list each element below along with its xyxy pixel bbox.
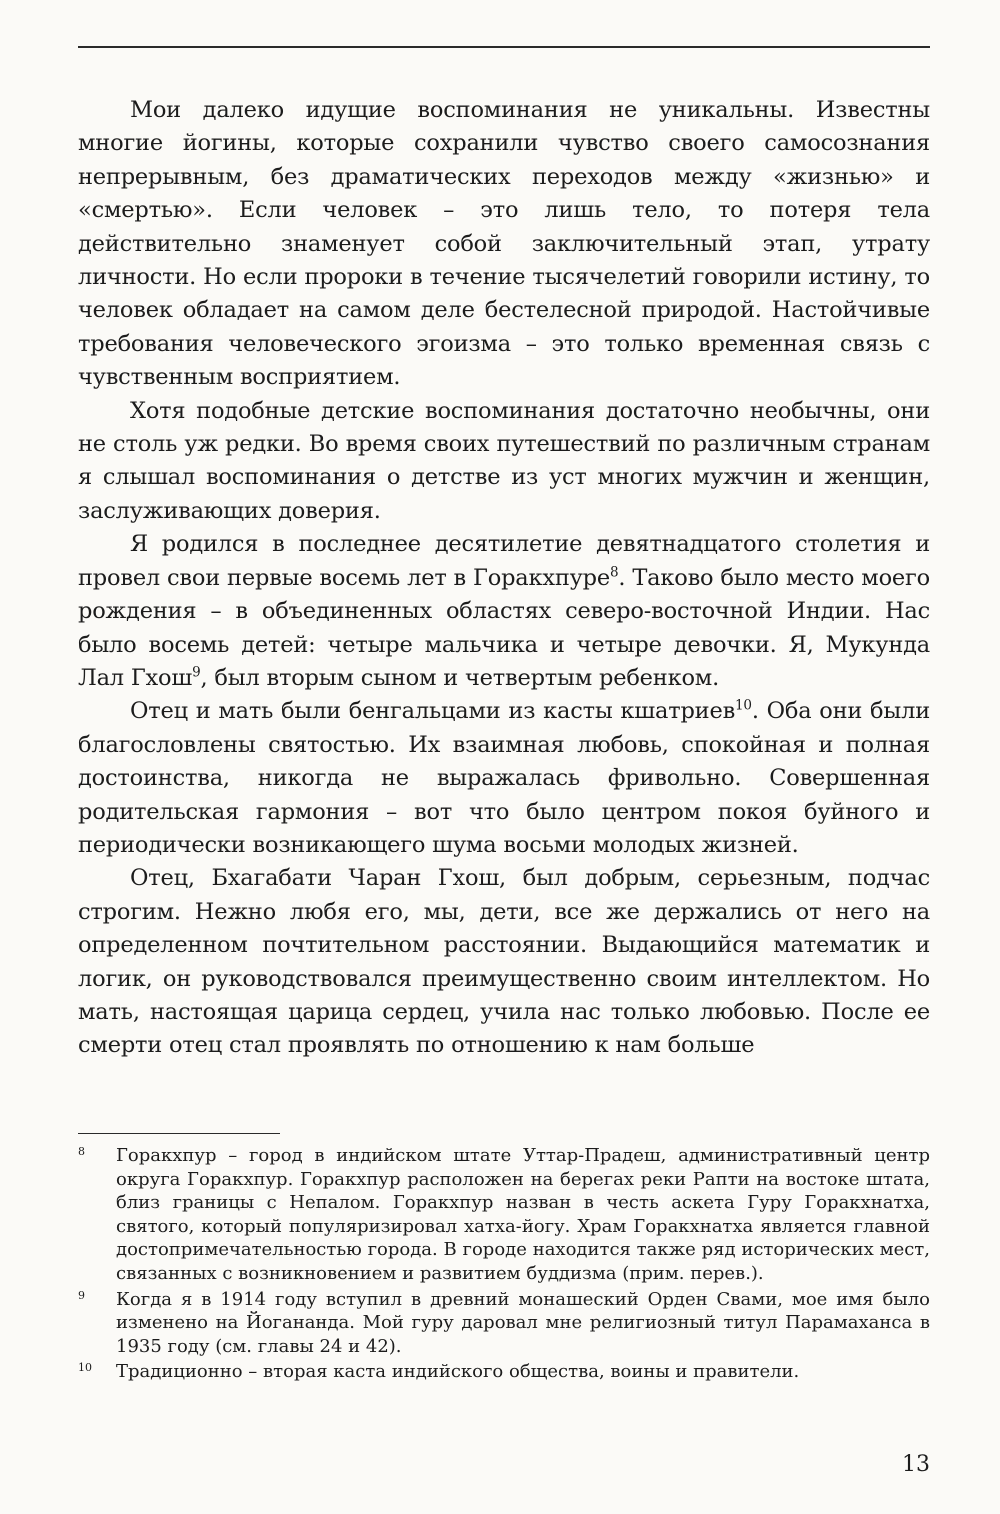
paragraph-text: Мои далеко идущие воспоминания не уникальны. Известны многие йогины, которые сохранили чувство своего самосознания непрерывным, без драматических переходов между «жизнью» и «смертью». Если человек – это лишь тело, то потеря тела действительно знаменует собой заключительный этап, утрату личности. Но если пророки в течение тысячелетий говорили истину, то человек обладает на самом деле бестелесной природой. Настойчивые требования человеческого эгоизма – это только временная связь с чувственным восприятием. [78,97,930,391]
footnote-text: Горакхпур – город в индийском штате Уттар-Прадеш, административный центр округа Горакхпур. Горакхпур расположен на берегах реки Рапти на востоке штата, близ границы с Непалом. Горакхпур назван в честь аскета Гуру Горакхнатха, святого, который популяризировал хатха-йогу. Храм Горакхнатха является главной достопримечательностью города. В городе находится также ряд исторических мест, связанных с возникновением и развитием буддизма (прим. перев.). [116,1145,930,1284]
footnote-rule [78,1133,280,1134]
paragraph-4 [78,695,930,862]
footnotes [78,1144,930,1386]
footnote-number: 9 [78,1288,85,1302]
paragraph-text: Отец и мать были бенгальцами из касты кшатриев [130,698,736,725]
paragraph-text: Хотя подобные детские воспоминания достаточно необычны, они не столь уж редки. Во время своих путешествий по различным странам я слышал воспоминания о детстве из уст многих мужчин и женщин, заслуживающих доверия. [78,397,930,524]
paragraph-text: Я родился в последнее десятилетие девятнадцатого столетия и провел свои первые восемь лет в Горакхпуре [78,531,930,591]
footnote-ref-9[interactable]: 9 [192,664,201,681]
footnote-ref-8[interactable]: 8 [610,564,619,581]
footnote-10 [78,1360,930,1384]
page-number: 13 [902,1452,930,1477]
paragraph-2 [78,395,930,529]
paragraph-text: , был вторым сыном и четвертым ребенком. [200,664,720,691]
footnote-number: 10 [78,1361,92,1375]
paragraph-text: . Оба они были благословлены святостью. Их взаимная любовь, спокойная и полная достоинства, никогда не выражалась фривольно. Совершенная родительская гармония – вот что было центром покоя буйного и периодически возникающего шума восьми молодых жизней. [78,698,930,858]
footnote-text: Когда я в 1914 году вступил в древний монашеский Орден Свами, мое имя было изменено на Йогананда. Мой гуру даровал мне религиозный титул Парамаханса в 1935 году (см. главы 24 и 42). [116,1288,930,1357]
header-rule [78,46,930,48]
footnote-ref-10[interactable]: 10 [735,697,752,714]
paragraph-text: Отец, Бхагабати Чаран Гхош, был добрым, серьезным, подчас строгим. Нежно любя его, мы, дети, все же держались от него на определенном почтительном расстоянии. Выдающийся математик и логик, он руководствовался преимущественно своим интеллектом. Но мать, настоящая царица сердец, учила нас только любовью. После ее смерти отец стал проявлять по отношению к нам больше [78,865,930,1059]
footnote-9 [78,1288,930,1359]
main-text [78,94,930,1063]
paragraph-text: . Таково было место моего рождения – в объединенных областях северо-восточной Индии. Нас было восемь детей: четыре мальчика и четыре девочки. Я, Мукунда Лал Гхош [78,564,930,691]
paragraph-3 [78,528,930,695]
paragraph-1 [78,94,930,395]
footnote-8 [78,1144,930,1286]
footnote-text: Традиционно – вторая каста индийского общества, воины и правители. [116,1361,800,1383]
paragraph-5 [78,862,930,1062]
footnote-number: 8 [78,1145,85,1158]
